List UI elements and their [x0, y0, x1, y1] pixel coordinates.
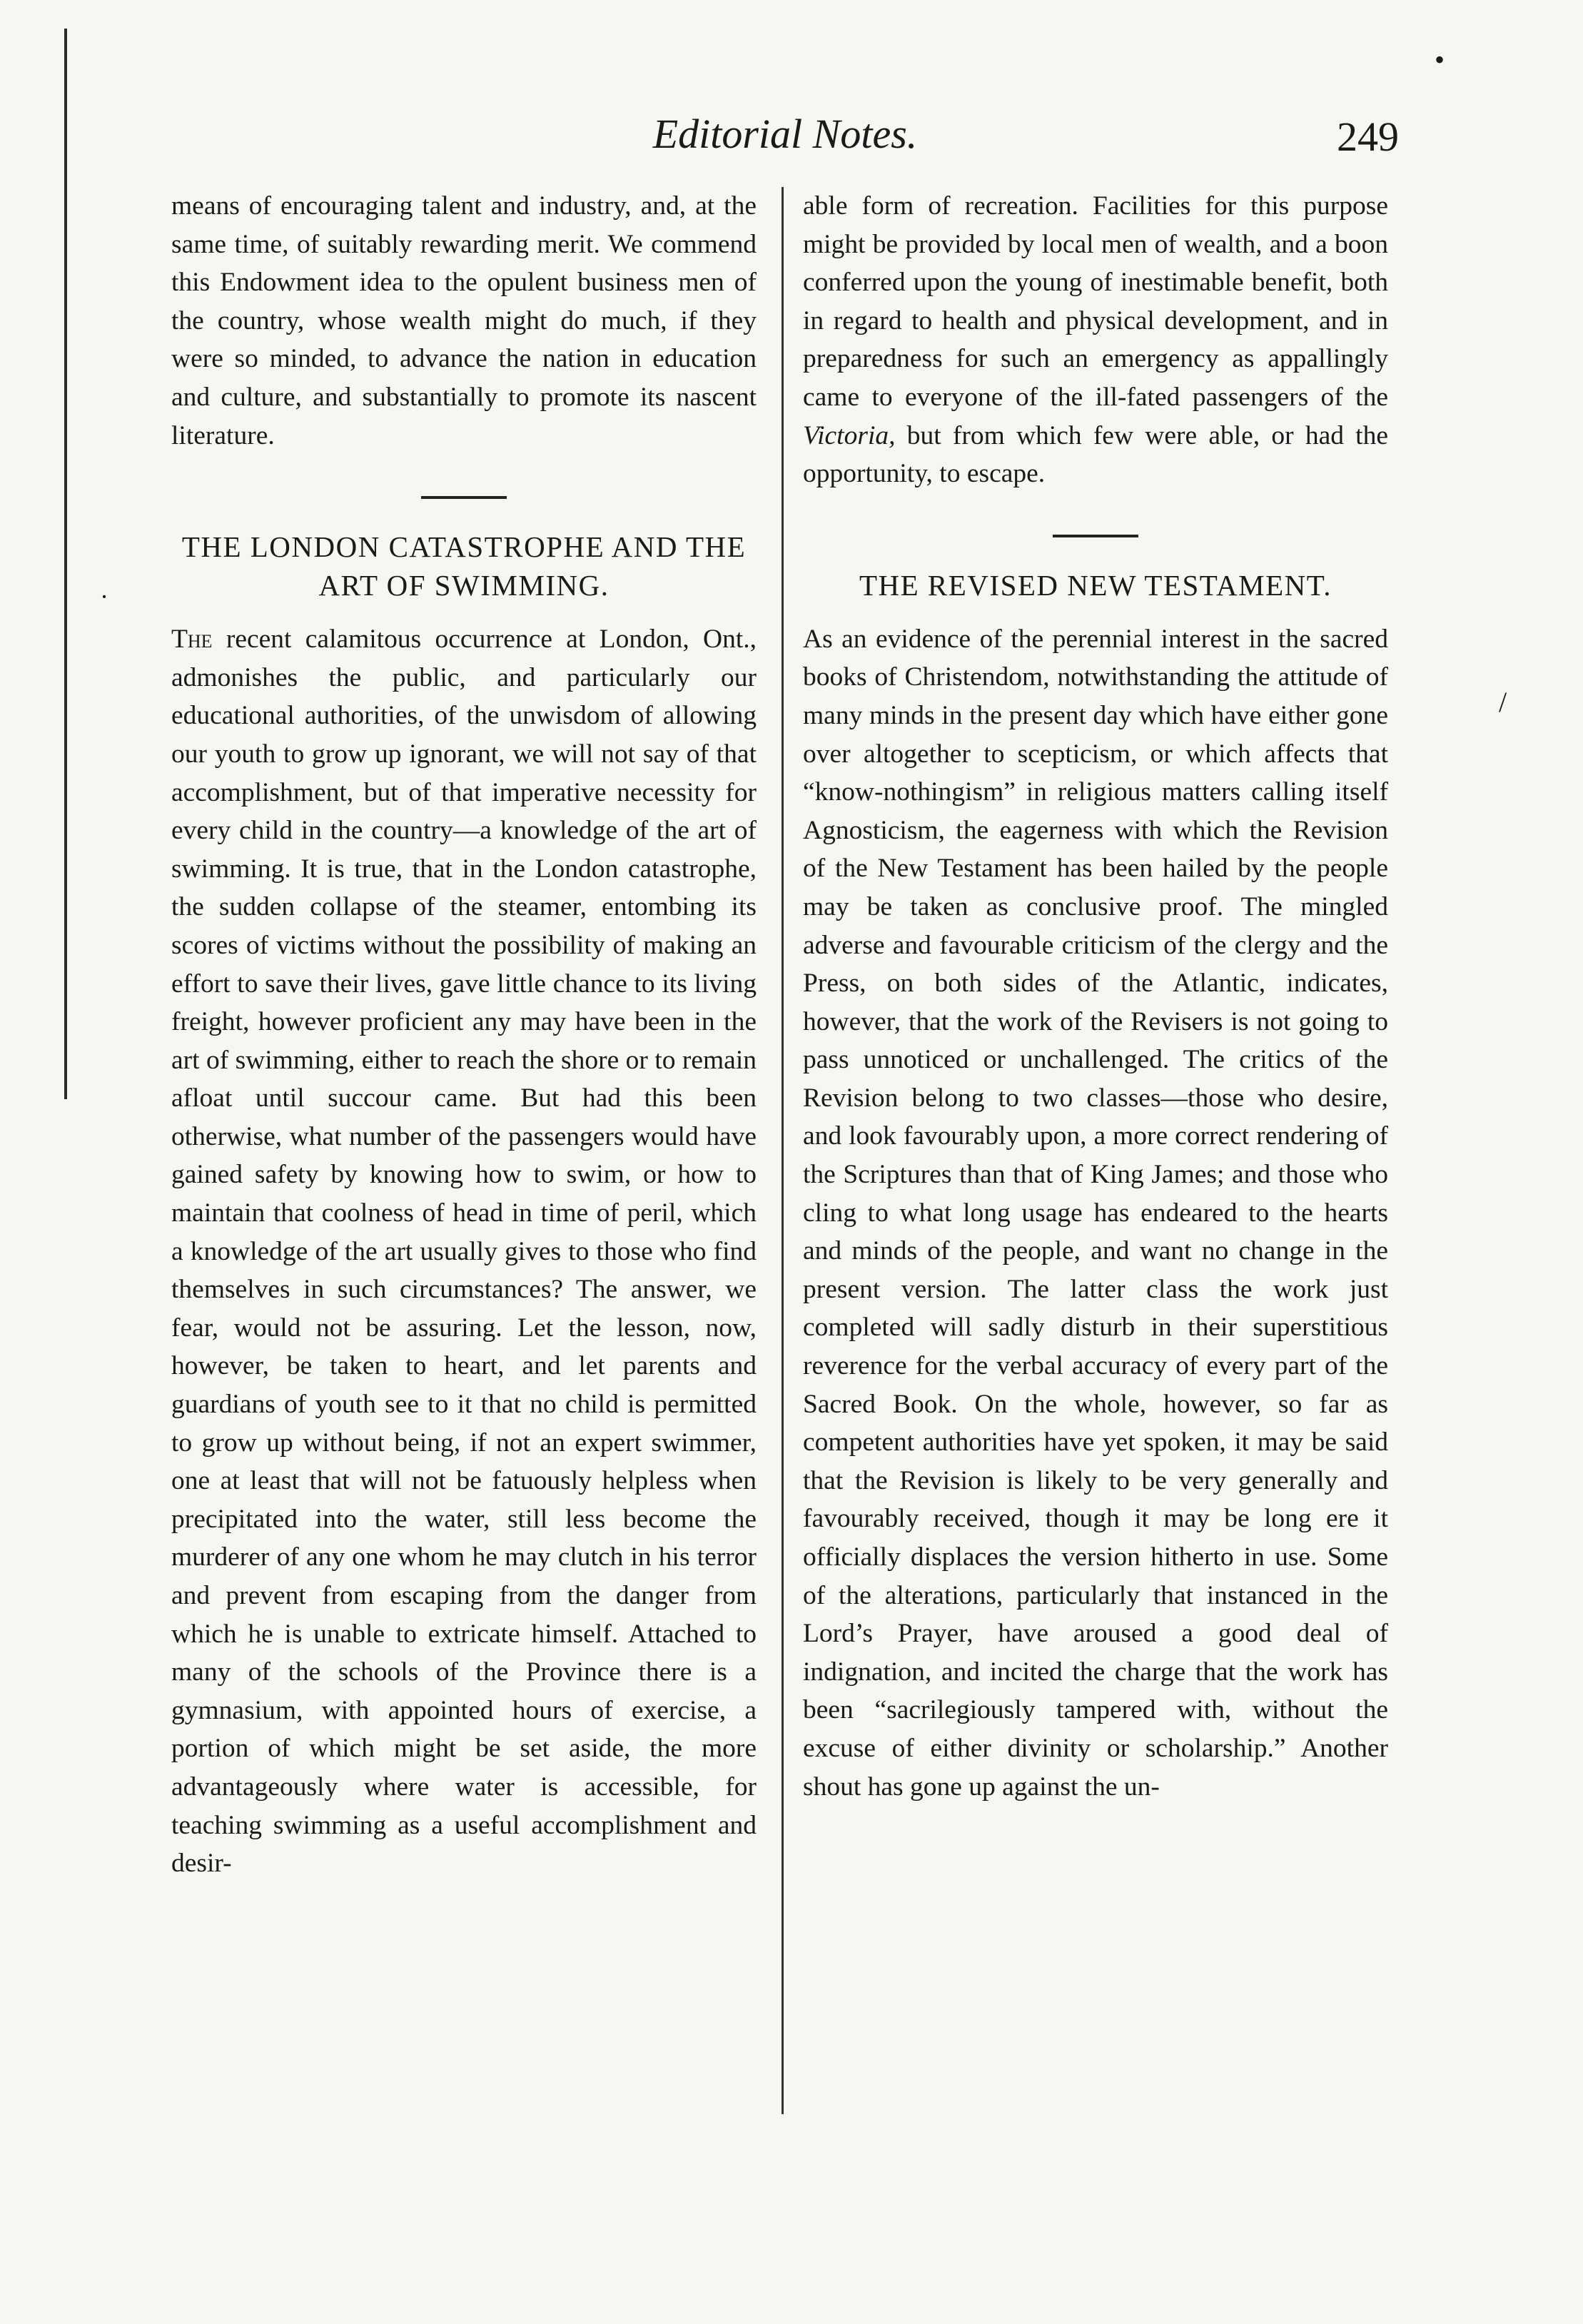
endowment-paragraph-end: means of encouraging talent and industry, and, at the same time, of suitably rewarding merit. We commend this Endowment idea to the opulent business men of the country, whose wealth might do much, if they were so minded, to advance the nation in education and culture, and substantially to promote its nascent literature. — [171, 191, 757, 450]
ship-name: Victoria, — [803, 420, 896, 450]
continuation-text-after: but from which few were able, or had the opportunity, to escape. — [803, 420, 1388, 489]
corner-speck: • — [1435, 44, 1445, 76]
swimming-article-continuation — [803, 187, 1388, 493]
margin-tick: / — [1499, 686, 1507, 718]
running-title: Editorial Notes. — [652, 111, 918, 157]
left-column — [171, 187, 757, 1883]
swimming-article-heading: THE LONDON CATASTROPHE AND THE ART OF SWIMMING. — [181, 530, 747, 602]
swimming-article-text: recent calamitous occurrence at London, Ont., admonishes the public, and particularly our educational authorities, of the unwisdom of allowing our youth to grow up ignorant, we will not say of that accomplishment, but of that imperative necessity for every child in the country—a knowledge of the art of swimming. It is true, that in the London catastrophe, the sudden collapse of the steamer, entombing its scores of victims without the possibility of making an effort to save their lives, gave little chance to its living freight, however proficient any may have been in the art of swimming, either to reach the shore or to remain afloat until succour came. But had this been otherwise, what number of the passengers would have gained safety by knowing how to swim, or how to maintain that coolness of head in time of peril, which a knowledge of the art usually gives to those who find themselves in such circumstances? The answer, we fear, would not be assuring. Let the lesson, now, however, be taken to heart, and let parents and guardians of youth see to it that no child is permitted to grow up without being, if not an expert swimmer, one at least that will not be fatuously helpless when precipitated into the water, still less become the murderer of any one whom he may clutch in his terror and prevent from escaping from the danger from which he is unable to extricate himself. Attached to many of the schools of the Province there is a gymnasium, with appointed hours of exercise, a portion of which might be set aside, the more advantageously where water is accessible, for teaching swimming as a useful accomplishment and desir- — [171, 625, 757, 1879]
page-header — [171, 107, 1399, 164]
testament-article-body: As an evidence of the perennial interest in the sacred books of Christendom, notwithstanding the attitude of many minds in the present day which have either gone over altogether to scepticism, or which affects that “know-nothingism” in religious matters calling itself Agnosticism, the eagerness with which the Revision of the New Testament has been hailed by the people may be taken as conclusive proof. The mingled adverse and favourable criticism of the clergy and the Press, on both sides of the Atlantic, indicates, however, that the work of the Revisers is not going to pass unnoticed or unchallenged. The critics of the Revision belong to two classes—those who desire, and look favourably upon, a more correct rendering of the Scriptures than that of King James; and those who cling to what long usage has endeared to the hearts and minds of the people, and want no change in the present version. The latter class the work just completed will sadly disturb in their superstitious reverence for the verbal accuracy of every part of the Sacred Book. On the whole, however, so far as competent authorities have yet spoken, it may be said that the Revision is likely to be very generally and favourably received, though it may be long ere it officially displaces the version hitherto in use. Some of the alterations, particularly that instanced in the Lord’s Prayer, have aroused a good deal of indignation, and incited the charge that the work has been “sacrilegiously tampered with, without the excuse of either divinity or scholarship.” Another shout has gone up against the un- — [803, 624, 1388, 1802]
section-rule — [421, 496, 507, 499]
column-divider — [782, 187, 784, 2114]
right-column — [803, 187, 1388, 1806]
margin-dot: · — [100, 582, 108, 611]
swimming-article-body — [171, 620, 757, 1883]
continuation-text-before: able form of recreation. Facilities for this purpose might be provided by local men of wealth, and a boon conferred upon the young of inestimable benefit, both in regard to health and physical development, and in preparedness for such an emergency as appallingly came to everyone of the ill-fated passengers of the — [803, 191, 1388, 412]
binding-edge-rule — [64, 29, 67, 1099]
testament-article-heading: THE REVISED NEW TESTAMENT. — [859, 568, 1332, 602]
page-number: 249 — [1337, 113, 1399, 160]
section-rule — [1053, 535, 1138, 537]
swimming-article-lead: The — [171, 625, 213, 655]
